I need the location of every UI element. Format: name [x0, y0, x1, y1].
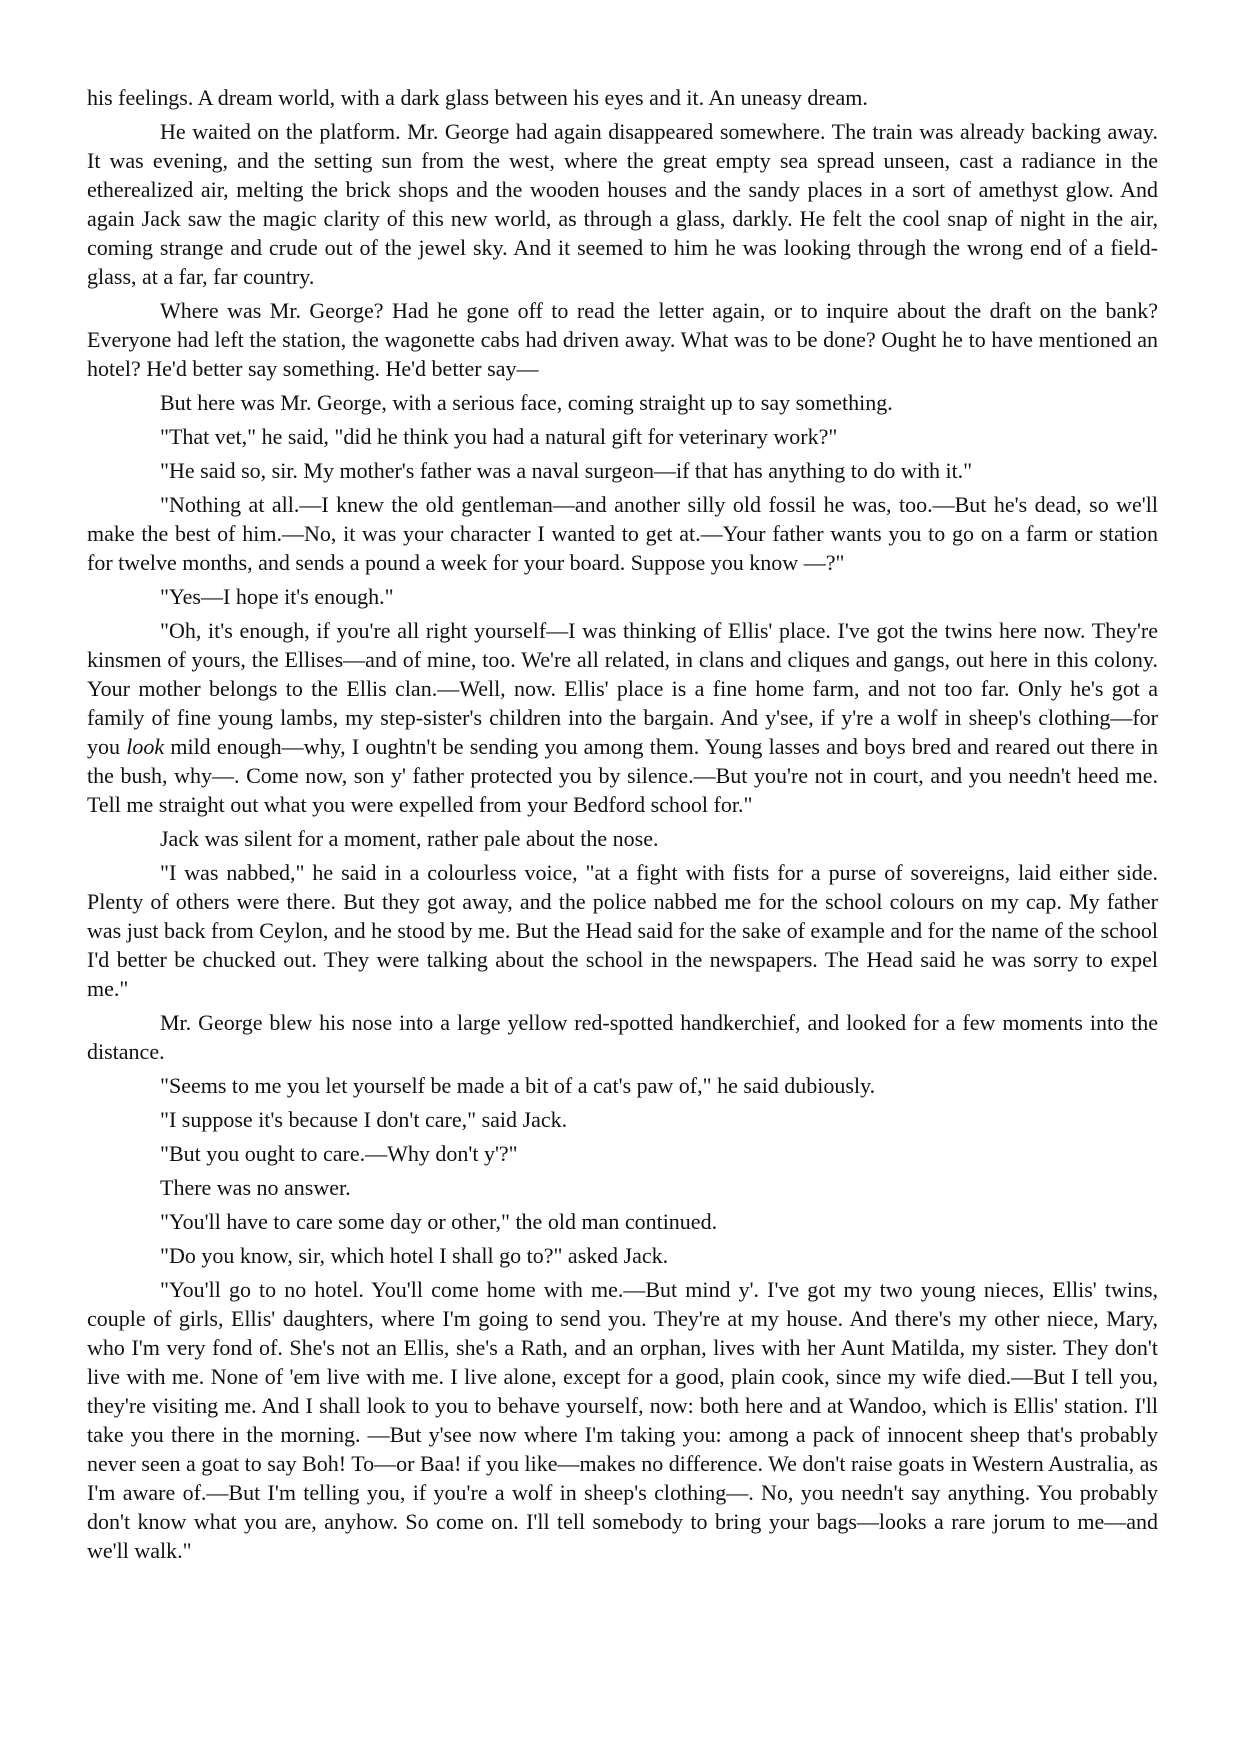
- paragraph: "Oh, it's enough, if you're all right yourself—I was thinking of Ellis' place. I've got the twins here now. They're kinsmen of yours, the Ellises—and of mine, too. We're all related, in clans and cliques and gangs, out here in this colony. Your mother belongs to the Ellis clan.—Well, now. Ellis' place is a fine home farm, and not too far. Only he's got a family of fine young lambs, my step-sister's children into the bargain. And y'see, if y're a wolf in sheep's clothing—for you look mild enough—why, I oughtn't be sending you among them. Young lasses and boys bred and reared out there in the bush, why—. Come now, son y' father protected you by silence.—But you're not in court, and you needn't heed me. Tell me straight out what you were expelled from your Bedford school for.": [87, 618, 1159, 817]
- paragraph: Jack was silent for a moment, rather pale about the nose.: [160, 826, 659, 851]
- paragraph: "He said so, sir. My mother's father was a naval surgeon—if that has anything to do with it.": [160, 458, 973, 483]
- paragraph: There was no answer.: [160, 1175, 351, 1200]
- paragraph: "Do you know, sir, which hotel I shall go to?" asked Jack.: [160, 1243, 669, 1268]
- paragraph: "You'll go to no hotel. You'll come home with me.—But mind y'. I've got my two young nieces, Ellis' twins, couple of girls, Ellis' daughters, where I'm going to send you. They're at my house. And there's my other niece, Mary, who I'm very fond of. She's not an Ellis, she's a Rath, and an orphan, lives with her Aunt Matilda, my sister. They don't live with me. None of 'em live with me. I live alone, except for a good, plain cook, since my wife died.—But I tell you, they're visiting me. And I shall look to you to behave yourself, now: both here and at Wandoo, which is Ellis' station. I'll take you there in the morning. —But y'see now where I'm taking you: among a pack of innocent sheep that's probably never seen a goat to say Boh! To—or Baa! if you like—makes no difference. We don't raise goats in Western Australia, as I'm aware of.—But I'm telling you, if you're a wolf in sheep's clothing—. No, you needn't say anything. You probably don't know what you are, anyhow. So come on. I'll tell somebody to bring your bags—looks a rare jorum to me—and we'll walk.": [87, 1277, 1158, 1563]
- paragraph: But here was Mr. George, with a serious face, coming straight up to say something.: [160, 390, 893, 415]
- paragraph: "That vet," he said, "did he think you had a natural gift for veterinary work?": [160, 424, 838, 449]
- emphasis: look: [126, 734, 165, 759]
- page-body: [87, 83, 1158, 1570]
- paragraph: "I suppose it's because I don't care," said Jack.: [160, 1107, 568, 1132]
- paragraph: "You'll have to care some day or other," the old man continued.: [160, 1209, 718, 1234]
- paragraph: "Seems to me you let yourself be made a bit of a cat's paw of," he said dubiously.: [160, 1073, 876, 1098]
- paragraph: "Yes—I hope it's enough.": [160, 584, 394, 609]
- paragraph: his feelings. A dream world, with a dark glass between his eyes and it. An uneasy dream.: [87, 85, 868, 110]
- paragraph: "Nothing at all.—I knew the old gentleman—and another silly old fossil he was, too.—But he's dead, so we'll make the best of him.—No, it was your character I wanted to get at.—Your father wants you to go on a farm or station for twelve months, and sends a pound a week for your board. Suppose you know —?": [87, 492, 1158, 575]
- paragraph: Where was Mr. George? Had he gone off to read the letter again, or to inquire about the draft on the bank? Everyone had left the station, the wagonette cabs had driven away. What was to be done? Ought he to have mentioned an hotel? He'd better say something. He'd better say—: [87, 298, 1158, 381]
- paragraph: He waited on the platform. Mr. George had again disappeared somewhere. The train was already backing away. It was evening, and the setting sun from the west, where the great empty sea spread unseen, cast a radiance in the etherealized air, melting the brick shops and the wooden houses and the sandy places in a sort of amethyst glow. And again Jack saw the magic clarity of this new world, as through a glass, darkly. He felt the cool snap of night in the air, coming strange and crude out of the jewel sky. And it seemed to him he was looking through the wrong end of a field-glass, at a far, far country.: [87, 119, 1158, 289]
- paragraph: "I was nabbed," he said in a colourless voice, "at a fight with fists for a purse of sovereigns, laid either side. Plenty of others were there. But they got away, and the police nabbed me for the school colours on my cap. My father was just back from Ceylon, and he stood by me. But the Head said for the sake of example and for the name of the school I'd better be chucked out. They were talking about the school in the newspapers. The Head said he was sorry to expel me.": [87, 860, 1158, 1001]
- paragraph: Mr. George blew his nose into a large yellow red-spotted handkerchief, and looked for a few moments into the distance.: [87, 1010, 1158, 1064]
- paragraph: "But you ought to care.—Why don't y'?": [160, 1141, 518, 1166]
